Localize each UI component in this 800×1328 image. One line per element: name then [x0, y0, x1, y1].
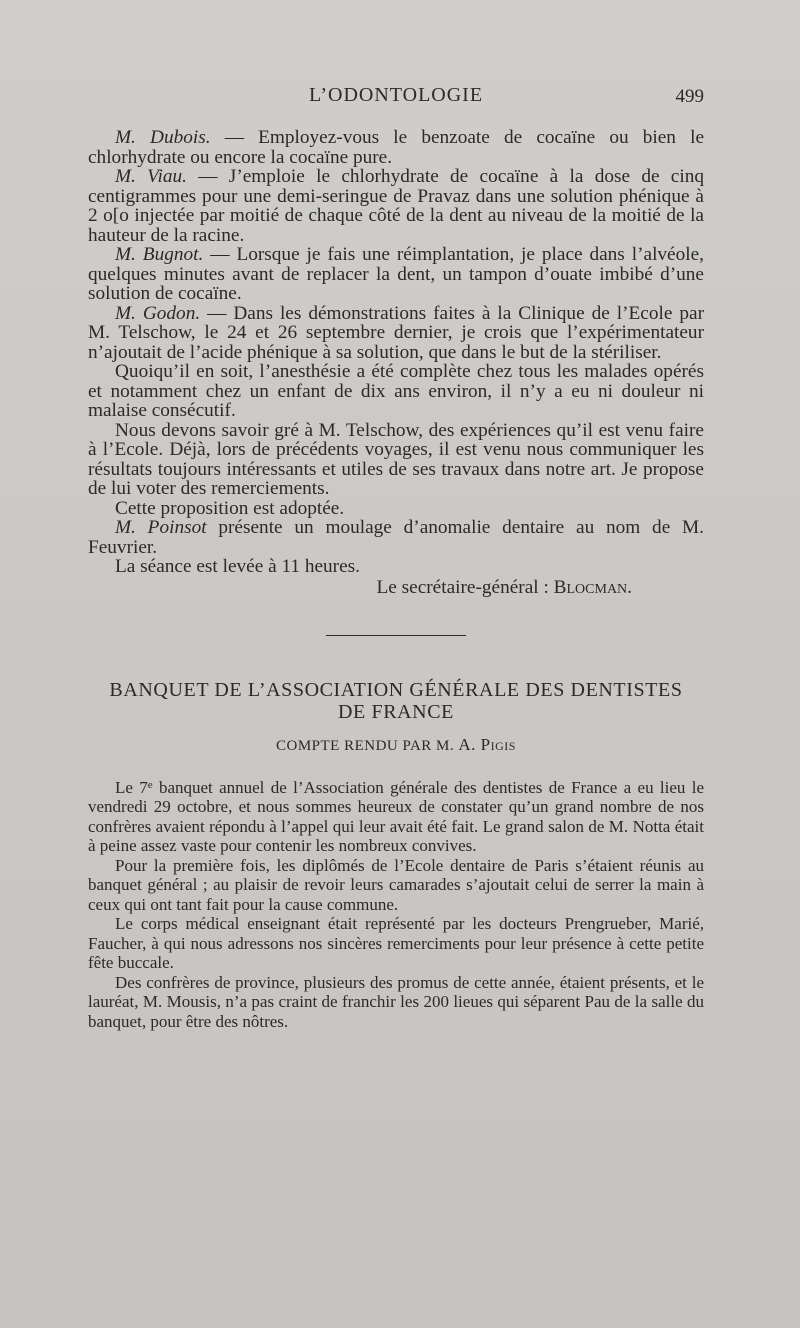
report-paragraph: Pour la première fois, les diplômés de l’Ecole dentaire de Paris s’étaient réunis au banquet général ; au plaisir de revoir leurs camarades s’ajoutait celui de serrer la main à ceux qui ont tant fait pour la cause commune. — [88, 855, 704, 914]
banquet-report — [88, 778, 704, 1032]
speaker-name: M. Bugnot. — [115, 244, 204, 265]
signature-name: Blocman. — [553, 576, 632, 598]
page-header — [88, 84, 704, 110]
signature-label: Le secrétaire-général : — [376, 576, 554, 598]
discussion-paragraph — [88, 362, 704, 421]
paragraph-text: La séance est levée à 11 heures. — [115, 556, 360, 577]
report-paragraph: Des confrères de province, plusieurs des promus de cette année, étaient présents, et le lauréat, M. Mousis, n’a pas craint de franchir les 200 lieues qui séparent Pau de la salle du banquet, pour être des nôtres. — [88, 972, 704, 1031]
discussion-paragraph — [88, 499, 704, 519]
discussion-paragraph — [88, 304, 704, 363]
discussion-paragraph — [88, 421, 704, 499]
section-title-line1: BANQUET DE L’ASSOCIATION GÉNÉRALE DES DENTISTES — [109, 679, 683, 701]
speaker-name: M. Godon. — [115, 302, 201, 324]
section-title-line2: DE FRANCE — [338, 701, 454, 723]
paragraph-text: Nous devons savoir gré à M. Telschow, des expériences qu’il est venu faire à l’Ecole. Déjà, lors de précédents voyages, il est venu nous communiquer les résultats toujours intéressants et utiles de ses travaux dans notre art. Je propose de lui voter des remerciements. — [88, 419, 704, 499]
paragraph-text: — Employez-vous le benzoate de cocaïne ou bien le chlorhydrate ou encore la cocaïne pure. — [88, 127, 704, 168]
section-title — [88, 679, 704, 723]
ordinal-superscript: e — [147, 778, 153, 791]
discussion-paragraph — [88, 557, 704, 577]
page-body — [88, 128, 704, 1031]
paragraph-text: présente un moulage d’anomalie dentaire au nom de M. Feuvrier. — [88, 517, 704, 558]
discussion-paragraph — [88, 128, 704, 167]
discussion-paragraph — [88, 245, 704, 304]
running-head: L’ODONTOLOGIE — [308, 84, 484, 106]
section-divider — [326, 635, 466, 636]
paragraph-text: Cette proposition est adoptée. — [115, 497, 345, 519]
paragraph-text: Quoiqu’il en soit, l’anesthésie a été complète chez tous les malades opérés et notamment chez un enfant de dix ans environ, il n’y a eu ni douleur ni malaise consécutif. — [88, 361, 704, 421]
report-paragraph: Le corps médical enseignant était représenté par les docteurs Prengrueber, Marié, Faucher, à qui nous adressons nos sincères remerciments pour leur présence à cette petite fête buccale. — [88, 914, 704, 972]
report-text: Le 7 — [115, 777, 148, 797]
byline-prefix: COMPTE RENDU PAR M. — [276, 738, 459, 754]
signature-line — [88, 578, 704, 598]
speaker-name: M. Dubois. — [115, 127, 211, 148]
paragraph-text: — J’emploie le chlorhydrate de cocaïne à la dose de cinq centigrammes pour une demi-seringue de Pravaz dans une solution phénique à 2 o[o injectée par moitié de chaque côté de la dent au niveau de la moitié de la hauteur de la racine. — [88, 166, 704, 246]
speaker-name: M. Poinsot — [115, 517, 207, 538]
discussion-paragraph — [88, 167, 704, 245]
report-paragraph — [88, 778, 704, 856]
byline-author: A. Pigis — [458, 735, 516, 754]
report-text: banquet annuel de l’Association générale des dentistes de France a eu lieu le vendredi 29 octobre, et nous sommes heureux de constater qu’un grand nombre de nos confrères avaient répondu à l’appel qui leur avait été fait. Le grand salon de M. Notta était à peine assez vaste pour contenir les nombreux convives. — [88, 777, 704, 855]
byline — [88, 735, 704, 757]
paragraph-text: — Lorsque je fais une réimplantation, je place dans l’alvéole, quelques minutes avant de replacer la dent, un tampon d’ouate imbibé d’une solution de cocaïne. — [88, 244, 704, 304]
speaker-name: M. Viau. — [115, 166, 187, 187]
paragraph-text: — Dans les démonstrations faites à la Clinique de l’Ecole par M. Telschow, le 24 et 26 septembre dernier, je crois que l’expérimentateur n’ajoutait de l’acide phénique à sa solution, que dans le but de la stériliser. — [88, 302, 704, 363]
discussion-paragraph — [88, 518, 704, 557]
page-number: 499 — [675, 86, 704, 107]
